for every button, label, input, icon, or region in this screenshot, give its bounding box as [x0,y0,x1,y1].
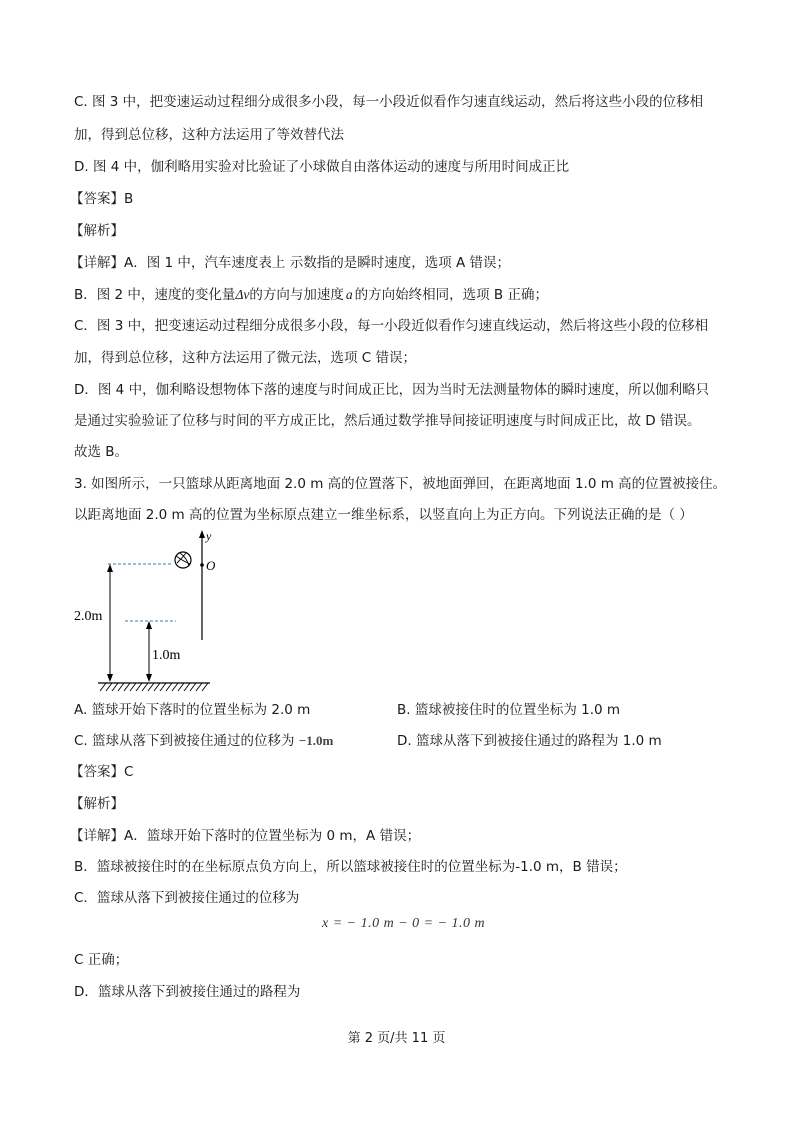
origin-point [200,563,204,567]
displacement-formula: x = − 1.0 m − 0 = − 1.0 m [322,916,486,931]
option-c [74,731,333,751]
detail2-b: B．篮球被接住时的在坐标原点负方向上，所以篮球被接住时的位置坐标为-1.0 m，B 错误； [74,859,627,875]
height-2m-label: 2.0m [74,609,103,624]
height-1m-arrow-bottom [146,674,152,682]
detail2-c: C．篮球从落下到被接住通过的位移为 [74,890,300,906]
delta-v-symbol: Δv [235,287,250,302]
detail-a: 【详解】A．图 1 中，汽车速度表上 示数指的是瞬时速度，选项 A 错误； [70,255,511,271]
height-1m-label: 1.0m [152,648,181,663]
detail-b-mid: 的方向与加速度 [249,287,344,303]
detail2-a: 【详解】A．篮球开始下落时的位置坐标为 0 m，A 错误； [70,828,421,844]
detail-c2: 加，得到总位移，这种方法运用了微元法，选项 C 错误； [74,350,417,366]
y-axis-label: y [206,529,212,543]
detail-b-pre: B．图 2 中，速度的变化量 [74,287,236,303]
option-d: D. 篮球从落下到被接住通过的路程为 1.0 m [397,733,662,749]
choose-b: 故选 B。 [74,444,129,460]
y-axis-arrow [199,530,205,538]
option-d-line1: D. 图 4 中，伽利略用实验对比验证了小球做自由落体运动的速度与所用时间成正比 [74,159,570,175]
question-3-line1: 3. 如图所示，一只篮球从距离地面 2.0 m 高的位置落下，被地面弹回，在距离地面 1.0 m 高的位置被接住。 [74,476,727,492]
option-c-line2: 加，得到总位移，这种方法运用了等效替代法 [74,127,344,143]
option-b: B. 篮球被接住时的位置坐标为 1.0 m [397,702,621,718]
a-symbol: a [345,287,353,302]
answer-label: 【答案】B [70,191,134,207]
option-c-line1: C. 图 3 中，把变速运动过程细分成很多小段，每一小段近似看作匀速直线运动，然后将这些小段的位移相 [74,94,704,110]
detail-b-post: 的方向始终相同，选项 B 正确； [354,287,548,303]
analysis-label: 【解析】 [70,223,124,239]
height-2m-arrow-top [107,564,113,572]
c-correct: C 正确； [74,952,129,968]
page-footer: 第 2 页/共 11 页 [347,1031,446,1046]
detail2-d: D．篮球从落下到被接住通过的路程为 [74,984,301,1000]
origin-label: O [206,558,216,573]
height-1m-arrow-top [146,621,152,629]
option-c-value: −1.0m [298,733,334,748]
detail-b [74,285,548,305]
analysis2-label: 【解析】 [70,796,124,812]
basketball-icon [175,552,191,568]
detail-c1: C．图 3 中，把变速运动过程细分成很多小段，每一小段近似看作匀速直线运动，然后将这些小段的位移相 [74,318,709,334]
detail-d2: 是通过实验验证了位移与时间的平方成正比，然后通过数学推导间接证明速度与时间成正比，故 D 错误。 [74,413,701,429]
question-3-line2: 以距离地面 2.0 m 高的位置为坐标原点建立一维坐标系，以竖直向上为正方向。下列说法正确的是（ ） [74,507,693,523]
detail-d1: D．图 4 中，伽利略设想物体下落的速度与时间成正比，因为当时无法测量物体的瞬时速度，所以伽利略只 [74,382,710,398]
basketball-diagram [70,528,230,693]
height-2m-arrow-bottom [107,674,113,682]
answer2-label: 【答案】C [70,764,134,780]
ground [98,683,210,691]
option-c-text: C. 篮球从落下到被接住通过的位移为 [74,733,299,749]
option-a: A. 篮球开始下落时的位置坐标为 2.0 m [74,702,311,718]
